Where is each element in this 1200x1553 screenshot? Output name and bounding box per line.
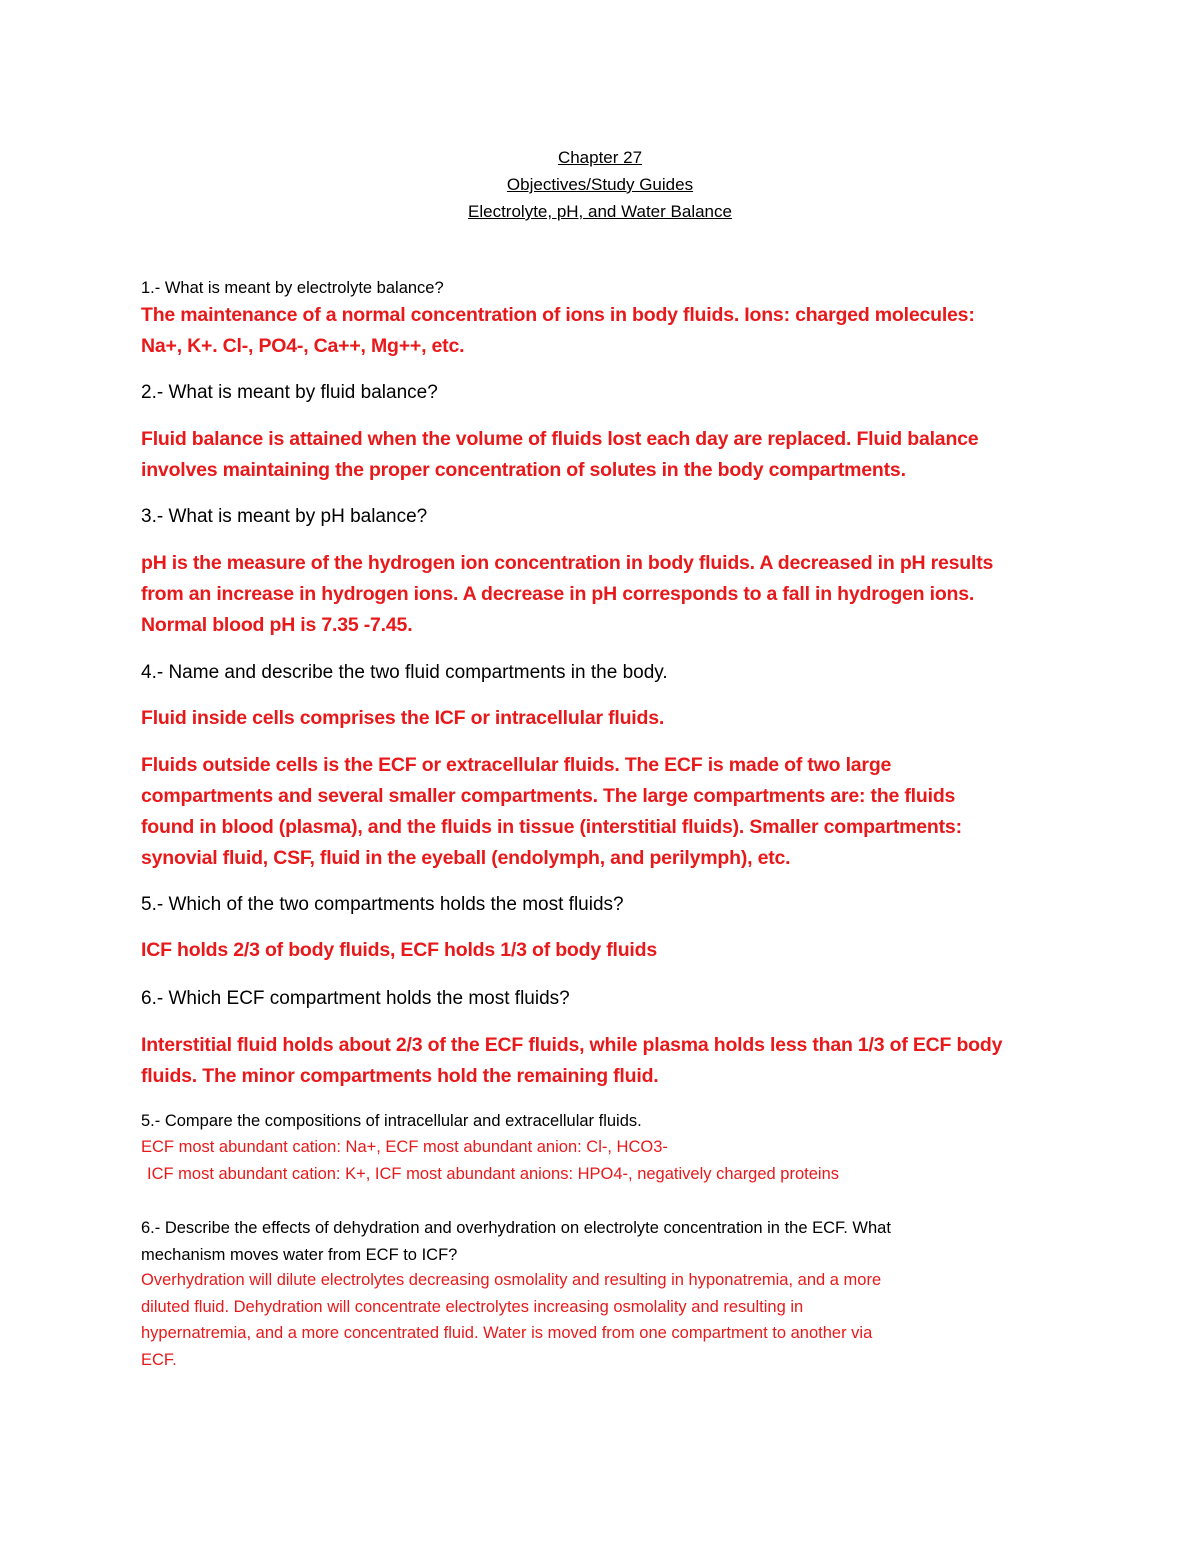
chapter-title: Chapter 27	[557, 148, 643, 167]
answer-4-ecf	[141, 750, 1061, 874]
answer-8-line-4: ECF.	[141, 1350, 177, 1369]
topic-title: Electrolyte, pH, and Water Balance	[468, 202, 732, 221]
document-header	[0, 144, 1200, 225]
document-subtitle: Objectives/Study Guides	[506, 175, 694, 194]
question-8-line-1: 6.- Describe the effects of dehydration and overhydration on electrolyte concentration in the ECF. What	[141, 1219, 891, 1237]
question-8	[141, 1215, 1061, 1268]
answer-3-line-2: from an increase in hydrogen ions. A decrease in pH corresponds to a fall in hydrogen ions.	[141, 583, 975, 605]
question-5	[141, 889, 1061, 920]
question-8-line-2: mechanism moves water from ECF to ICF?	[141, 1245, 458, 1264]
answer-7	[141, 1134, 1061, 1187]
answer-8-line-3: hypernatremia, and a more concentrated fluid. Water is moved from one compartment to another via	[141, 1324, 873, 1342]
answer-8-line-2: diluted fluid. Dehydration will concentrate electrolytes increasing osmolality and resulting in	[141, 1297, 804, 1316]
question-4-text: 4.- Name and describe the two fluid compartments in the body.	[141, 662, 668, 683]
answer-4-icf	[141, 703, 1061, 734]
answer-4-ecf-line-1: Fluids outside cells is the ECF or extracellular fluids. The ECF is made of two large	[141, 754, 892, 776]
question-6	[141, 983, 1061, 1014]
answer-1	[141, 300, 1061, 362]
answer-6-line-1: Interstitial fluid holds about 2/3 of the ECF fluids, while plasma holds less than 1/3 of ECF body	[141, 1034, 1003, 1056]
question-3-text: 3.- What is meant by pH balance?	[141, 506, 428, 527]
question-6-text: 6.- Which ECF compartment holds the most fluids?	[141, 988, 570, 1009]
answer-4-icf-text: Fluid inside cells comprises the ICF or intracellular fluids.	[141, 707, 665, 729]
question-7-text: 5.- Compare the compositions of intracellular and extracellular fluids.	[141, 1112, 642, 1130]
question-2	[141, 377, 1061, 408]
answer-6	[141, 1030, 1061, 1092]
question-2-text: 2.- What is meant by fluid balance?	[141, 382, 438, 403]
answer-7-line-2: ICF most abundant cation: K+, ICF most abundant anions: HPO4-, negatively charged proteins	[147, 1164, 840, 1183]
answer-2	[141, 424, 1061, 486]
answer-2-line-2: involves maintaining the proper concentration of solutes in the body compartments.	[141, 459, 906, 481]
answer-1-line-1: The maintenance of a normal concentration of ions in body fluids. Ions: charged molecules:	[141, 304, 975, 326]
answer-6-line-2: fluids. The minor compartments hold the remaining fluid.	[141, 1065, 659, 1087]
answer-8-line-1: Overhydration will dilute electrolytes decreasing osmolality and resulting in hyponatremia, and a more	[141, 1271, 882, 1289]
answer-3-line-1: pH is the measure of the hydrogen ion concentration in body fluids. A decreased in pH results	[141, 552, 994, 574]
question-1-text: 1.- What is meant by electrolyte balance?	[141, 279, 444, 297]
answer-3	[141, 548, 1061, 641]
answer-4-ecf-line-4: synovial fluid, CSF, fluid in the eyeball (endolymph, and perilymph), etc.	[141, 847, 791, 869]
answer-1-line-2: Na+, K+. Cl-, PO4-, Ca++, Mg++, etc.	[141, 335, 465, 357]
answer-8	[141, 1267, 1061, 1373]
answer-7-line-1: ECF most abundant cation: Na+, ECF most abundant anion: Cl-, HCO3-	[141, 1138, 668, 1156]
question-7	[141, 1108, 1061, 1135]
answer-5	[141, 935, 1061, 966]
question-5-text: 5.- Which of the two compartments holds the most fluids?	[141, 894, 624, 915]
answer-4-ecf-line-3: found in blood (plasma), and the fluids in tissue (interstitial fluids). Smaller compartments:	[141, 816, 962, 838]
question-1	[141, 275, 1061, 302]
answer-5-text: ICF holds 2/3 of body fluids, ECF holds 1/3 of body fluids	[141, 939, 657, 961]
answer-4-ecf-line-2: compartments and several smaller compartments. The large compartments are: the fluids	[141, 785, 956, 807]
question-3	[141, 501, 1061, 532]
answer-2-line-1: Fluid balance is attained when the volume of fluids lost each day are replaced. Fluid balance	[141, 428, 979, 450]
question-4	[141, 657, 1061, 688]
answer-3-line-3: Normal blood pH is 7.35 -7.45.	[141, 614, 413, 636]
